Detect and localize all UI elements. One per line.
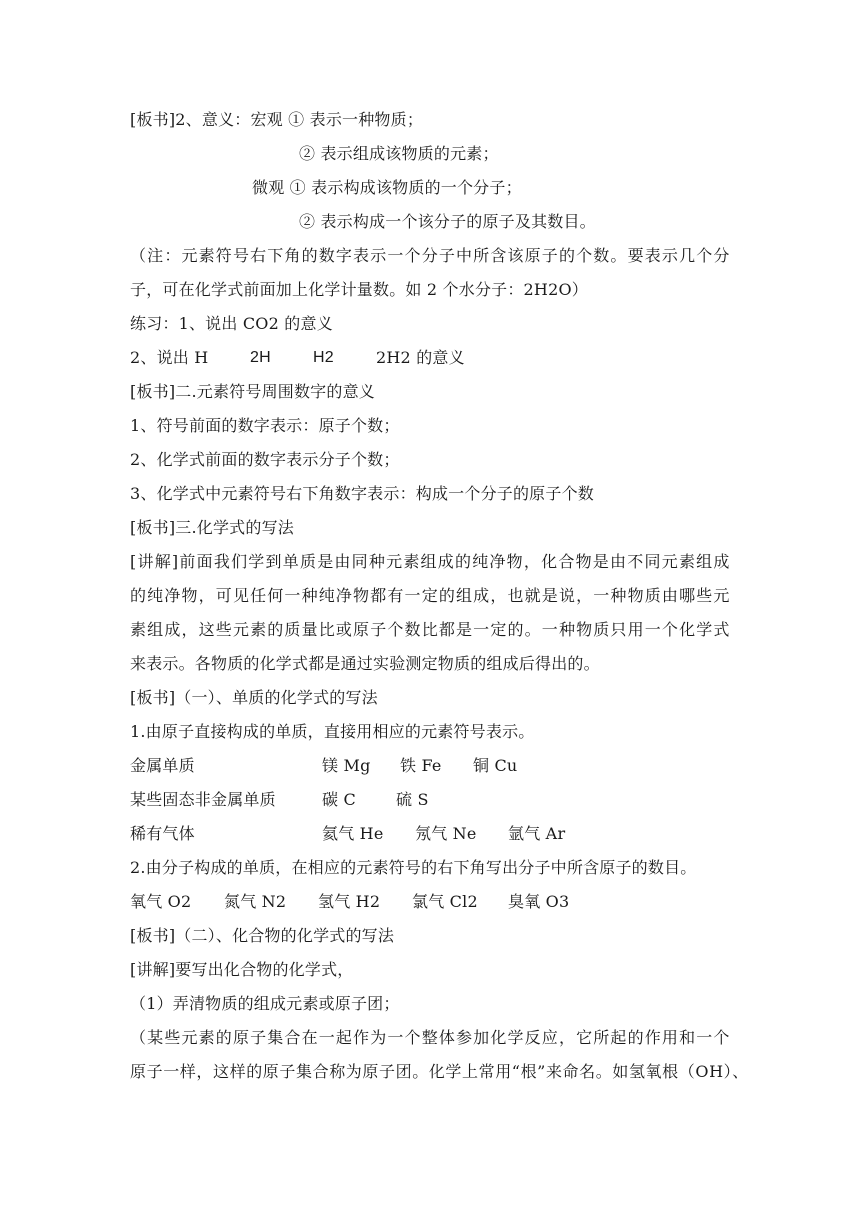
nonmetal-item-c: 碳 C (322, 790, 356, 809)
practice-line-2-prefix: 2、说出 H (130, 348, 209, 367)
meaning-line-macro-2: ② 表示组成该物质的元素； (299, 144, 499, 163)
elements-rule-2: 2.由分子构成的单质，在相应的元素符号的右下角写出分子中所含原子的数目。 (130, 858, 697, 877)
section2-item-2: 2、化学式前面的数字表示分子个数； (130, 450, 400, 469)
metal-label: 金属单质 (130, 756, 195, 775)
section3-heading: [板书]三.化学式的写法 (130, 518, 294, 537)
noble-item-ne: 氖气 Ne (415, 824, 477, 843)
practice-line-1: 练习：1、说出 CO2 的意义 (130, 314, 333, 333)
noble-item-ar: 氩气 Ar (508, 824, 566, 843)
noble-item-he: 氦气 He (322, 824, 384, 843)
compounds-group-line-1: （某些元素的原子集合在一起作为一个整体参加化学反应，它所起的作用和一个 (130, 1028, 730, 1047)
compounds-lecture: [讲解]要写出化合物的化学式， (130, 960, 354, 979)
note-line-1: （注：元素符号右下角的数字表示一个分子中所含该原子的个数。要表示几个分 (130, 246, 730, 265)
molecule-item-o3: 臭氧 O3 (508, 892, 570, 911)
molecule-item-h2: 氢气 H2 (318, 892, 381, 911)
molecule-item-n2: 氮气 N2 (224, 892, 287, 911)
practice-item-h2: H2 (313, 349, 334, 366)
meaning-line-micro-2: ② 表示构成一个该分子的原子及其数目。 (299, 212, 596, 231)
elements-heading: [板书]（一）、单质的化学式的写法 (130, 688, 378, 707)
compounds-group-line-2: 原子一样，这样的原子集合称为原子团。化学上常用“根”来命名。如氢氧根（OH）、 (130, 1062, 749, 1081)
molecule-item-cl2: 氯气 Cl2 (412, 892, 478, 911)
compounds-heading: [板书]（二）、化合物的化学式的写法 (130, 926, 395, 945)
molecule-item-o2: 氧气 O2 (130, 892, 192, 911)
section2-item-1: 1、符号前面的数字表示：原子个数； (130, 416, 400, 435)
practice-item-2h2: 2H2 的意义 (376, 348, 465, 367)
metal-item-cu: 铜 Cu (473, 756, 518, 775)
noble-label: 稀有气体 (130, 824, 195, 843)
note-line-2: 子，可在化学式前面加上化学计量数。如 2 个水分子：2H2O） (130, 280, 588, 299)
section2-item-3: 3、化学式中元素符号右下角数字表示：构成一个分子的原子个数 (130, 484, 594, 503)
section3-lecture-line-3: 素组成，这些元素的质量比或原子个数比都是一定的。一种物质只用一个化学式 (130, 620, 730, 639)
meaning-line-micro-1: 微观 ① 表示构成该物质的一个分子； (252, 178, 522, 197)
nonmetal-label: 某些固态非金属单质 (130, 790, 276, 809)
section3-lecture-line-2: 的纯净物，可见任何一种纯净物都有一定的组成，也就是说，一种物质由哪些元 (130, 586, 730, 605)
practice-item-2h: 2H (250, 349, 271, 366)
section3-lecture-line-1: [讲解]前面我们学到单质是由同种元素组成的纯净物，化合物是由不同元素组成 (130, 552, 730, 571)
section2-heading: [板书]二.元素符号周围数字的意义 (130, 382, 375, 401)
compounds-step-1: （1）弄清物质的组成元素或原子团； (130, 994, 400, 1013)
meaning-line-macro-1: [板书]2、意义：宏观 ① 表示一种物质； (130, 110, 424, 129)
section3-lecture-line-4: 来表示。各物质的化学式都是通过实验测定物质的组成后得出的。 (130, 654, 600, 673)
elements-rule-1: 1.由原子直接构成的单质，直接用相应的元素符号表示。 (130, 722, 535, 741)
metal-item-fe: 铁 Fe (400, 756, 442, 775)
metal-item-mg: 镁 Mg (322, 756, 371, 775)
nonmetal-item-s: 硫 S (396, 790, 429, 809)
